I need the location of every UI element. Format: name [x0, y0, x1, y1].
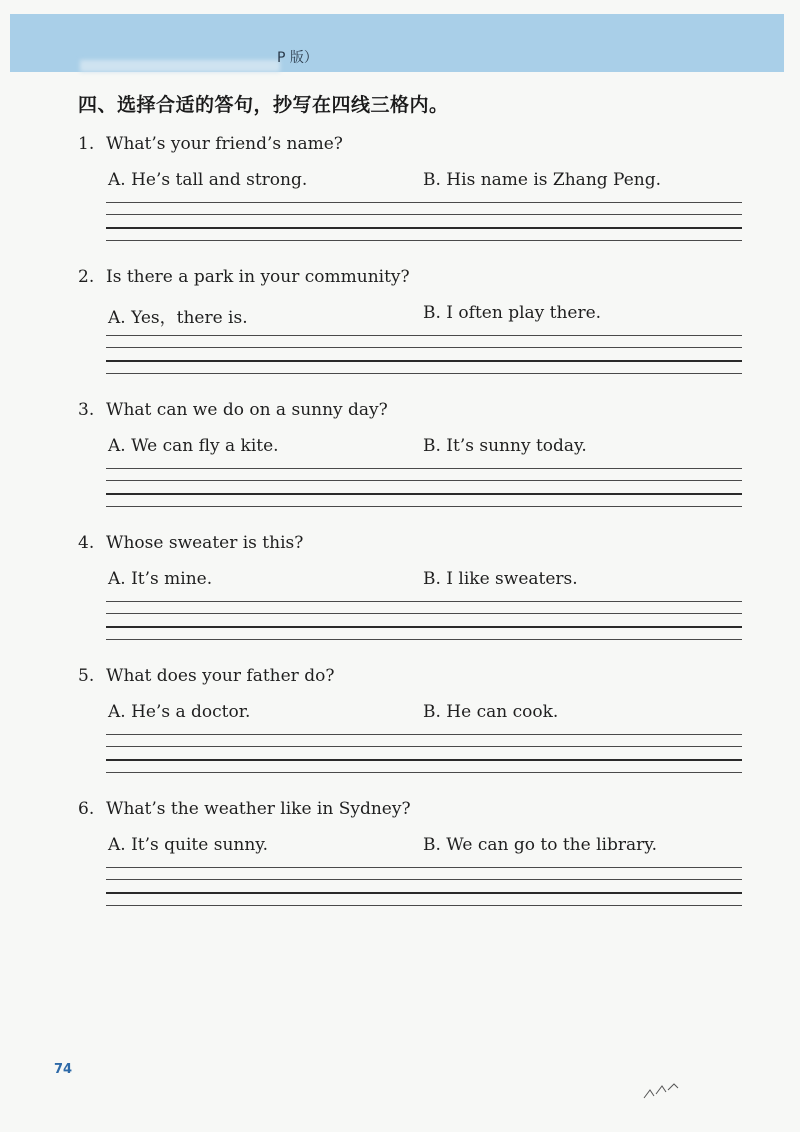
question-number: 6.	[78, 799, 95, 819]
ruling-line	[106, 468, 742, 469]
question-prompt: What does your father do?	[106, 666, 335, 686]
ruling-line	[106, 347, 742, 348]
question-text	[78, 134, 758, 154]
question-text	[78, 666, 758, 686]
pencil-doodle-icon	[640, 1076, 700, 1106]
answer-options	[78, 835, 758, 859]
option-a[interactable]: A. He’s a doctor.	[108, 702, 251, 722]
baseline	[106, 227, 742, 229]
option-a[interactable]: A. Yes，there is.	[108, 308, 248, 328]
question-1	[78, 134, 758, 242]
baseline	[106, 493, 742, 495]
four-line-writing-area[interactable]	[106, 734, 742, 774]
option-a[interactable]: A. He’s tall and strong.	[108, 170, 308, 190]
question-4	[78, 533, 758, 641]
ruling-line	[106, 639, 742, 640]
answer-options	[78, 702, 758, 726]
ruling-line	[106, 905, 742, 906]
question-number: 2.	[78, 267, 95, 287]
ruling-line	[106, 734, 742, 735]
header-band	[10, 14, 784, 72]
four-line-writing-area[interactable]	[106, 601, 742, 641]
ruling-line	[106, 867, 742, 868]
option-b[interactable]: B. I like sweaters.	[423, 569, 578, 589]
option-b[interactable]: B. His name is Zhang Peng.	[423, 170, 662, 190]
question-prompt: Whose sweater is this?	[106, 533, 304, 553]
ruling-line	[106, 214, 742, 215]
ruling-line	[106, 879, 742, 880]
question-text	[78, 267, 758, 287]
answer-options	[78, 569, 758, 593]
ruling-line	[106, 613, 742, 614]
four-line-writing-area[interactable]	[106, 867, 742, 907]
question-3	[78, 400, 758, 508]
option-b[interactable]: B. We can go to the library.	[423, 835, 657, 855]
question-number: 3.	[78, 400, 95, 420]
option-a[interactable]: A. It’s quite sunny.	[108, 835, 269, 855]
option-b[interactable]: B. It’s sunny today.	[423, 436, 587, 456]
question-text	[78, 533, 758, 553]
ruling-line	[106, 335, 742, 336]
baseline	[106, 360, 742, 362]
question-6	[78, 799, 758, 907]
answer-options	[78, 303, 758, 327]
ruling-line	[106, 480, 742, 481]
option-a[interactable]: A. It’s mine.	[108, 569, 213, 589]
baseline	[106, 759, 742, 761]
four-line-writing-area[interactable]	[106, 468, 742, 508]
ruling-line	[106, 601, 742, 602]
four-line-writing-area[interactable]	[106, 202, 742, 242]
option-a[interactable]: A. We can fly a kite.	[108, 436, 279, 456]
question-prompt: What can we do on a sunny day?	[106, 400, 388, 420]
question-prompt: Is there a park in your community?	[106, 267, 410, 287]
answer-options	[78, 170, 758, 194]
question-number: 5.	[78, 666, 95, 686]
question-number: 1.	[78, 134, 95, 154]
question-5	[78, 666, 758, 774]
ruling-line	[106, 772, 742, 773]
blurred-header-text	[80, 60, 280, 72]
question-text	[78, 799, 758, 819]
question-2	[78, 267, 758, 375]
ruling-line	[106, 240, 742, 241]
question-number: 4.	[78, 533, 95, 553]
answer-options	[78, 436, 758, 460]
page-number: 74	[54, 1062, 73, 1077]
ruling-line	[106, 746, 742, 747]
question-prompt: What’s your friend’s name?	[106, 134, 343, 154]
ruling-line	[106, 506, 742, 507]
question-prompt: What’s the weather like in Sydney?	[106, 799, 411, 819]
option-b[interactable]: B. I often play there.	[423, 303, 602, 323]
section-title: 四、选择合适的答句，抄写在四线三格内。	[78, 94, 449, 116]
four-line-writing-area[interactable]	[106, 335, 742, 375]
baseline	[106, 892, 742, 894]
ruling-line	[106, 373, 742, 374]
ruling-line	[106, 202, 742, 203]
baseline	[106, 626, 742, 628]
option-b[interactable]: B. He can cook.	[423, 702, 559, 722]
header-text: P 版）	[277, 50, 318, 66]
question-text	[78, 400, 758, 420]
